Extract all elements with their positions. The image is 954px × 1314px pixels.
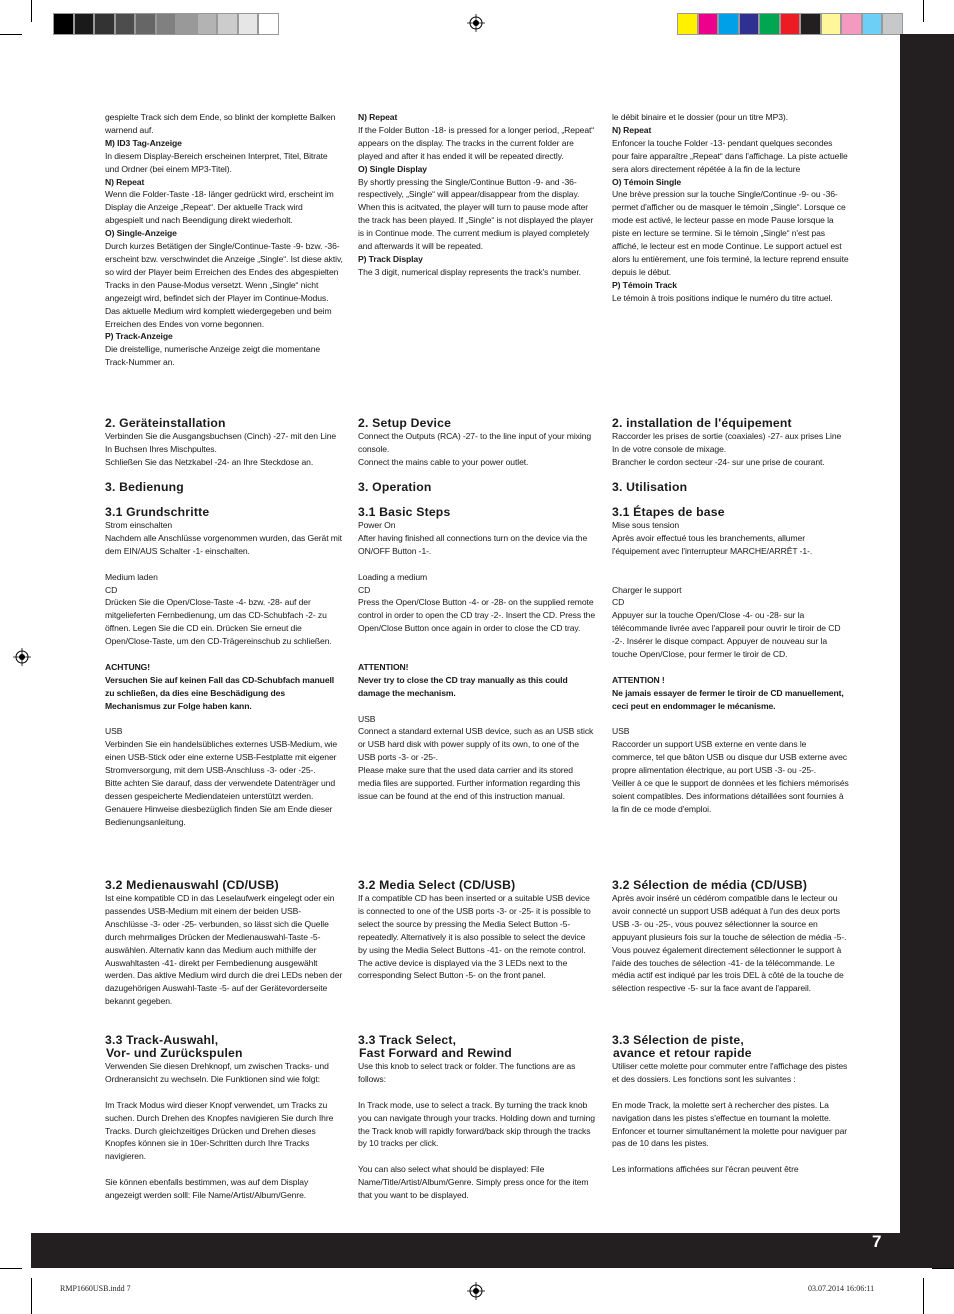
body-text: Drücken Sie die Open/Close-Taste -4- bzw. -28- auf der mitgelieferten Fernbedienung, um das CD-Schubfach -2- zu öffnen. Legen Sie die CD ein. Drücken Sie erneut die Open/Close-Taste, um den CD-Trägereinschub zu schließen. (105, 597, 332, 647)
bold-text: Versuchen Sie auf keinen Fall das CD-Schubfach manuell zu schließen, da dies eine Beschädigung des Mechanismus zur Folge haben kann. (105, 674, 335, 711)
paragraph-gap (105, 648, 343, 661)
crop-mark (31, 0, 32, 22)
body-text: Une brève pression sur la touche Single/Continue -9- ou -36- permet d'afficher ou de masquer le témoin „Single“. Lorsque ce mode est activé, le lecteur passe en mode Pause lorsque la piste en lecture se termine. Si le témoin „Single“ n'est pas affiché, le lecteur est en mode Continue. Le support actuel est alors lu entièrement, une fois terminé, la lecture reprend ensuite depuis le début. (612, 189, 849, 277)
bold-text: ATTENTION ! (612, 674, 665, 685)
basic-steps-title: 3.1 Basic Steps (358, 505, 451, 519)
display-section-en (358, 111, 596, 279)
body-text: Die dreistellige, numerische Anzeige zeigt die momentane Track-Nummer an. (105, 344, 321, 368)
body-text: En mode Track, la molette sert à rechercher des pistes. La navigation dans les pistes s'effectue en tournant la molette. Enfoncer et tourner simultanément la molette pour naviguer par pas de 10 dans les pistes. (612, 1099, 848, 1149)
body-text: Im Track Modus wird dieser Knopf verwendet, um Tracks zu suchen. Durch Drehen des Knopfes navigieren Sie durch Ihre Tracks. Durch gleichzeitiges Drücken und Drehen dieses Knopfes können sie in 10er-Schritten durch Ihre Tracks navigieren. (105, 1099, 334, 1162)
setup-section-fr (612, 417, 850, 469)
basic-steps-title: 3.1 Grundschritte (105, 505, 210, 519)
bold-text: O) Single Display (358, 163, 427, 174)
media-select-section-de (105, 879, 343, 1008)
body-text: Enfoncer la touche Folder -13- pendant quelques secondes pour faire apparaître „Repeat“ dans l'affichage. La piste actuelle sera alors directement répétée à la fin de la lecture (612, 137, 848, 174)
track-select-title: 3.3 Sélection de piste, (612, 1033, 744, 1047)
body-text: Verbinden Sie die Ausgangsbuchsen (Cinch) -27- mit den Line In Buchsen Ihres Mischpultes. (105, 431, 337, 454)
body-text: Schließen Sie das Netzkabel -24- an Ihre Steckdose an. (105, 456, 314, 467)
body-text: Nachdem alle Anschlüsse vorgenommen wurden, das Gerät mit dem EIN/AUS Schalter -1- einschalten. (105, 532, 342, 556)
bold-text: N) Repeat (612, 124, 652, 135)
operation-section-de (105, 481, 343, 829)
body-text: Bitte achten Sie darauf, dass der verwendete Datenträger und dessen gespeicherte Mediendateien unterstützt werden. Genauere Hinweise diesbezüglich finden Sie am Ende dieser Bedienungsanleitung. (105, 778, 335, 827)
body-text: Appuyer sur la touche Open/Close -4- ou -28- sur la télécommande livrée avec l'appareil pour ouvrir le tiroir de CD -2-. Insérer le disque compact. Appuyer de nouveau sur la touche Open/Close, pour fermer le tiroir de CD. (612, 610, 841, 660)
body-text: CD (612, 597, 625, 608)
color-patch (739, 13, 760, 35)
track-select-subtitle: Fast Forward and Rewind (359, 1046, 512, 1060)
body-text: Verwenden Sie diesen Drehknopf, um zwischen Tracks- und Ordneransicht zu wechseln. Die Funktionen sind wie folgt: (105, 1061, 329, 1084)
bold-text: P) Track Display (358, 253, 423, 264)
media-select-title: 3.2 Sélection de média (CD/USB) (612, 878, 808, 892)
body-text: Press the Open/Close Button -4- or -28- on the supplied remote control in order to open the CD tray -2-. Insert the CD. Press the Open/Close Button once again in order to close the CD tray. (358, 597, 595, 634)
display-section-fr (612, 111, 850, 305)
body-text: Strom einschalten (105, 520, 173, 530)
body-text: Les informations affichées sur l'écran peuvent être (612, 1164, 799, 1175)
media-select-title: 3.2 Medienauswahl (CD/USB) (105, 878, 279, 892)
body-text: Loading a medium (358, 571, 428, 582)
track-select-subtitle: avance et retour rapide (613, 1046, 752, 1060)
grey-patch (156, 13, 177, 35)
bold-text: P) Track-Anzeige (105, 331, 173, 342)
body-text: Raccorder un support USB externe en vente dans le commerce, tel que bâton USB ou disque dur USB externe avec propre alimentation électrique, au port USB -3- ou -25-. (612, 739, 847, 776)
paragraph-gap (105, 1163, 343, 1176)
display-section-de (105, 111, 343, 369)
body-text: Après avoir inséré un cédérom compatible dans le lecteur ou avoir connecté un support USB adéquat à l'un des deux ports USB -3- ou -25-, vous pouvez sélectionner la source en appuyant plusieurs fois sur la touche de sélection de média -5-. Vous pouvez également directement sélectionner le support à l'aide des touches de sélection -41- de la télécommande. Le média actif est indiqué par les trois DEL à côté de la touche de sélection respective -5- sur la face avant de l'appareil. (612, 893, 847, 994)
registration-mark-bottom-icon (467, 1282, 485, 1300)
body-text: CD (105, 584, 118, 595)
page-number: 7 (872, 1232, 882, 1251)
body-text: Connect the Outputs (RCA) -27- to the line input of your mixing console. (358, 431, 592, 454)
operation-title: 3. Bedienung (105, 480, 184, 494)
registration-mark-top-icon (467, 14, 485, 32)
grey-patch (135, 13, 156, 35)
body-text: gespielte Track sich dem Ende, so blinkt der komplette Balken warnend auf. (105, 112, 336, 135)
body-text: Le témoin à trois positions indique le numéro du titre actuel. (612, 292, 833, 303)
color-patch (821, 13, 842, 35)
color-patch (759, 13, 780, 35)
crop-mark (932, 1268, 954, 1269)
body-text: After having finished all connections turn on the device via the ON/OFF Button -1-. (358, 532, 588, 556)
body-text: Mise sous tension (612, 520, 680, 530)
color-patch (698, 13, 719, 35)
bold-text: ATTENTION! (358, 661, 409, 672)
body-text: USB (105, 726, 123, 737)
crop-mark (0, 34, 22, 35)
body-text: Medium laden (105, 571, 158, 582)
bold-text: O) Témoin Single (612, 176, 682, 187)
color-patch (841, 13, 862, 35)
grey-calibration-bar (53, 13, 279, 35)
media-select-title: 3.2 Media Select (CD/USB) (358, 878, 516, 892)
paragraph-gap (105, 1086, 343, 1099)
track-select-title: 3.3 Track-Auswahl, (105, 1033, 219, 1047)
track-select-section-en (358, 1034, 596, 1202)
grey-patch (94, 13, 115, 35)
bold-text: ACHTUNG! (105, 661, 151, 672)
grey-patch (53, 13, 74, 35)
bold-text: O) Single-Anzeige (105, 228, 177, 239)
grey-patch (238, 13, 259, 35)
body-text: Please make sure that the used data carrier and its stored media files are supported. Further information regarding this issue can be found at the end of this instruction manual. (358, 765, 581, 801)
body-text: Veiller à ce que le support de données et les fichiers mémorisés soient compatibles. Des informations détaillées sont fournies à la fin de ce mode d'emploi. (612, 778, 849, 814)
operation-section-en (358, 481, 596, 803)
registration-mark-left-icon (13, 648, 31, 666)
track-select-subtitle: Vor- und Zurückspulen (106, 1046, 243, 1060)
body-text: Durch kurzes Betätigen der Single/Continue-Taste -9- bzw. -36- erscheint bzw. verschwindet die Anzeige „Single“. Ist diese aktiv, so wird der Player beim Erreichen des Endes des abgespielten Tracks in den Pause-Modus versetzt. Wenn „Single“ nicht angezeigt wird, befindet sich der Player im Continue-Modus. Das aktuelle Medium wird komplett wiedergegeben und beim Erreichen des Endes von vorne begonnen. (105, 241, 343, 329)
color-patch (718, 13, 739, 35)
grey-patch (115, 13, 136, 35)
crop-mark (31, 1278, 32, 1314)
paragraph-gap (612, 1086, 850, 1099)
body-text: In diesem Display-Bereich erscheinen Interpret, Titel, Bitrate und Ordner (bei einem MP3-Titel). (105, 150, 328, 174)
body-text: Connect a standard external USB device, such as an USB stick or USB hard disk with power supply of its own, to one of the USB ports -3- or -25-. (358, 726, 594, 763)
paragraph-gap (105, 558, 343, 571)
color-calibration-bar (677, 13, 903, 35)
bold-text: Never try to close the CD tray manually as this could damage the mechanism. (358, 674, 568, 698)
body-text: If the Folder Button -18- is pressed for a longer period, „Repeat“ appears on the display. The tracks in the current folder are played and after it has ended it will be repeated directly. (358, 124, 595, 161)
color-patch (677, 13, 698, 35)
paragraph-gap (612, 571, 850, 584)
body-text: Charger le support (612, 584, 682, 595)
operation-section-fr (612, 481, 850, 816)
paragraph-gap (358, 648, 596, 661)
body-text: Sie können ebenfalls bestimmen, was auf dem Display angezeigt werden solll: File Name/Artist/Album/Genre. (105, 1177, 309, 1201)
body-text: In Track mode, use to select a track. By turning the track knob you can navigate through your tracks. Holding down and turning the Track knob will rapidly forward/back skip through the tracks by 10 tracks per click. (358, 1099, 595, 1149)
paragraph-gap (358, 1086, 596, 1099)
bold-text: N) Repeat (105, 176, 145, 187)
body-text: Brancher le cordon secteur -24- sur une prise de courant. (612, 456, 825, 467)
body-text: USB (612, 726, 630, 737)
setup-title: 2. Geräteinstallation (105, 416, 226, 430)
body-text: Use this knob to select track or folder. The functions are as follows: (358, 1061, 576, 1084)
body-text: Raccorder les prises de sortie (coaxiales) -27- aux prises Line In de votre console de mixage. (612, 431, 842, 454)
body-text: le débit binaire et le dossier (pour un titre MP3). (612, 112, 788, 122)
track-select-title: 3.3 Track Select, (358, 1033, 457, 1047)
color-patch (800, 13, 821, 35)
body-text: USB (358, 713, 376, 724)
crop-mark (0, 1268, 22, 1269)
page-side-band (900, 34, 954, 1268)
body-text: Wenn die Folder-Taste -18- länger gedrückt wird, erscheint im Display die Anzeige „Repeat“. Der aktuelle Track wird abgespielt und nach Beendigung direkt wiederholt. (105, 189, 334, 226)
setup-title: 2. installation de l'équipement (612, 416, 792, 430)
operation-title: 3. Utilisation (612, 480, 688, 494)
paragraph-gap (358, 635, 596, 648)
color-patch (862, 13, 883, 35)
operation-title: 3. Operation (358, 480, 432, 494)
paragraph-gap (612, 713, 850, 726)
crop-mark (923, 0, 924, 22)
body-text: Ist eine kompatible CD in das Leselaufwerk eingelegt oder ein passendes USB-Medium mit einem der beiden USB-Anschlüsse -3- oder -25- verbunden, so lässt sich die Quelle durch mehrmaliges Drücken der Medienauswahl-Taste -5- auswählen. Alternativ kann das Medium auch mithilfe der Auswahltasten -41- direkt per Fernbedienung ausgewählt werden. Das aktive Medium wird durch die drei LEDs neben der dazugehörigen Auswahl-Taste -5- auf der Gerätevorderseite bekannt gegeben. (105, 893, 343, 1007)
grey-patch (176, 13, 197, 35)
print-footer-filename: RMP1660USB.indd 7 (60, 1284, 131, 1293)
grey-patch (74, 13, 95, 35)
body-text: Utiliser cette molette pour commuter entre l'affichage des pistes et des dossiers. Les fonctions sont les suivantes : (612, 1061, 848, 1084)
grey-patch (258, 13, 279, 35)
body-text: Connect the mains cable to your power outlet. (358, 456, 529, 467)
bold-text: N) Repeat (358, 112, 398, 122)
bold-text: P) Témoin Track (612, 279, 677, 290)
track-select-section-fr (612, 1034, 850, 1176)
bold-text: Ne jamais essayer de fermer le tiroir de CD manuellement, ceci peut en endommager le mécanisme. (612, 687, 844, 711)
grey-patch (197, 13, 218, 35)
bold-text: M) ID3 Tag-Anzeige (105, 137, 182, 148)
paragraph-gap (105, 713, 343, 726)
setup-section-en (358, 417, 596, 469)
color-patch (780, 13, 801, 35)
body-text: You can also select what should be displayed: File Name/Title/Artist/Album/Genre. Simply press once for the item that you want to be displayed. (358, 1164, 589, 1201)
body-text: CD (358, 584, 371, 595)
basic-steps-title: 3.1 Étapes de base (612, 505, 725, 519)
paragraph-gap (358, 700, 596, 713)
paragraph-gap (358, 1150, 596, 1163)
paragraph-gap (612, 558, 850, 571)
media-select-section-fr (612, 879, 850, 995)
crop-mark (923, 1278, 924, 1314)
paragraph-gap (612, 1150, 850, 1163)
media-select-section-en (358, 879, 596, 982)
body-text: If a compatible CD has been inserted or a suitable USB device is connected to one of the USB ports -3- or -25- it is possible to select the source by pressing the Media Select Button -5- repeatedly. Alternatively it is also possible to select the device by using the Media Select Buttons -41- on the remote control. The active device is displayed via the 3 LEDs next to the corresponding Select Button -5- on the front panel. (358, 893, 591, 981)
setup-title: 2. Setup Device (358, 416, 452, 430)
print-footer-timestamp: 03.07.2014 16:06:11 (808, 1284, 875, 1293)
setup-section-de (105, 417, 343, 469)
body-text: Power On (358, 520, 396, 530)
paragraph-gap (358, 558, 596, 571)
grey-patch (217, 13, 238, 35)
page-bottom-band (31, 1233, 954, 1268)
body-text: Verbinden Sie ein handelsübliches externes USB-Medium, wie einen USB-Stick oder eine externe USB-Festplatte mit eigener Stromversorgung, mit dem USB-Anschluss -3- oder -25-. (105, 739, 338, 776)
track-select-section-de (105, 1034, 343, 1202)
paragraph-gap (612, 661, 850, 674)
color-patch (882, 13, 903, 35)
body-text: By shortly pressing the Single/Continue Button -9- and -36- respectively, „Single“ will appear/disappear from the display. When this is acitvated, the player will turn to pause mode after the track has been played. If „Single“ is not displayed the player is in Continue mode. The current medium is played completely and afterwards it will be repeated. (358, 176, 594, 252)
body-text: Après avoir effectué tous les branchements, allumer l'équipement avec l'interrupteur MARCHE/ARRÊT -1-. (612, 532, 813, 556)
body-text: The 3 digit, numerical display represents the track's number. (358, 266, 581, 277)
